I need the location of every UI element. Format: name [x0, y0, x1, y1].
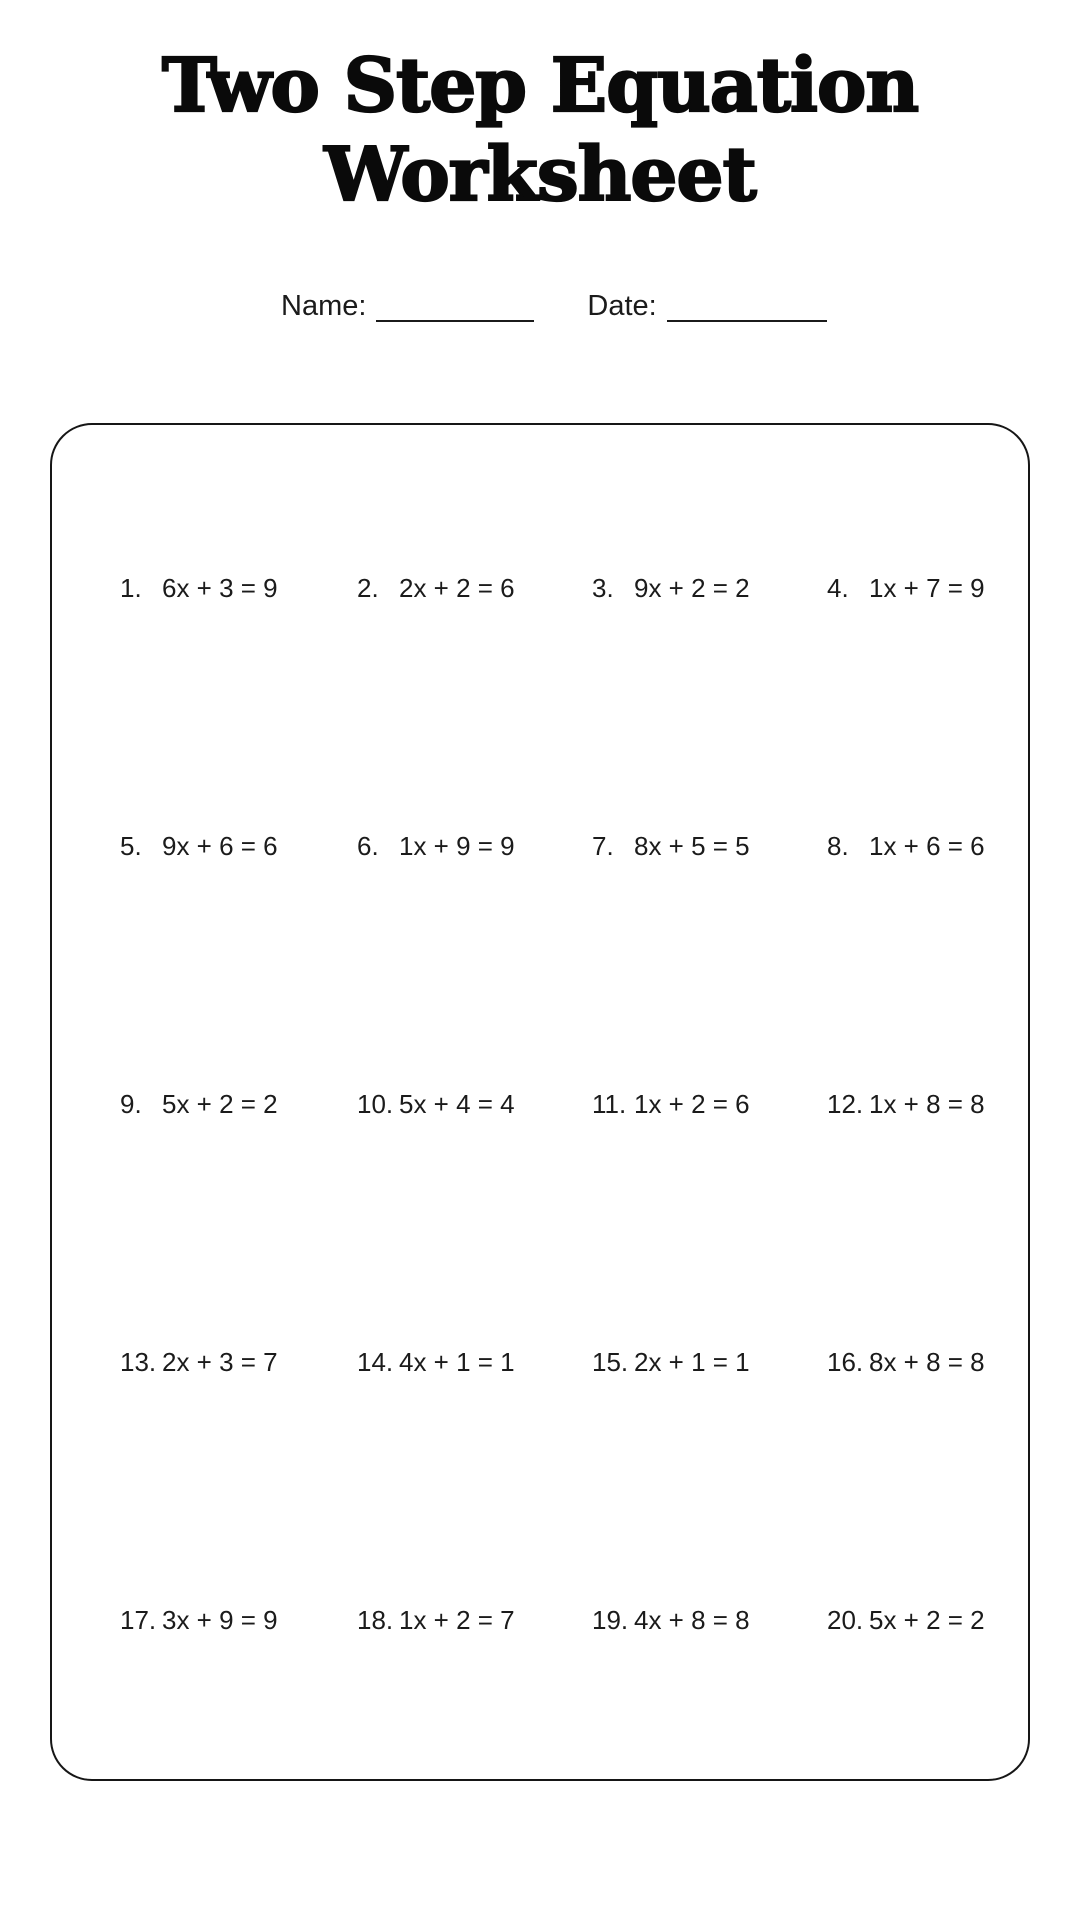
date-field-blank [667, 293, 827, 322]
problem-number: 8. [827, 830, 849, 861]
problem-equation: 5x + 2 = 2 [162, 1088, 278, 1119]
problem-item-10 [357, 975, 592, 1233]
problem-number: 17. [120, 1604, 157, 1635]
problem-item-3 [592, 459, 827, 717]
problem-number: 13. [120, 1346, 157, 1377]
problem-number: 18. [357, 1604, 394, 1635]
problem-equation: 1x + 2 = 7 [399, 1604, 515, 1635]
problem-equation: 8x + 8 = 8 [869, 1346, 985, 1377]
problem-item-6 [357, 717, 592, 975]
problem-number: 2. [357, 572, 379, 603]
name-field-blank [376, 293, 534, 322]
problem-number: 10. [357, 1088, 394, 1119]
problems-grid [52, 425, 1028, 1779]
problem-item-19 [592, 1491, 827, 1749]
problem-equation: 3x + 9 = 9 [162, 1604, 278, 1635]
problem-number: 1. [120, 572, 142, 603]
problem-equation: 4x + 8 = 8 [634, 1604, 750, 1635]
problem-equation: 2x + 2 = 6 [399, 572, 515, 603]
problem-item-8 [827, 717, 1028, 975]
problem-item-7 [592, 717, 827, 975]
problem-item-9 [120, 975, 357, 1233]
problem-item-13 [120, 1233, 357, 1491]
problem-number: 20. [827, 1604, 864, 1635]
problem-number: 19. [592, 1604, 629, 1635]
problem-item-14 [357, 1233, 592, 1491]
problems-box [50, 423, 1030, 1781]
problem-equation: 8x + 5 = 5 [634, 830, 750, 861]
problem-item-11 [592, 975, 827, 1233]
problem-number: 12. [827, 1088, 864, 1119]
problem-item-4 [827, 459, 1028, 717]
problem-number: 14. [357, 1346, 394, 1377]
problem-equation: 4x + 1 = 1 [399, 1346, 515, 1377]
problem-equation: 9x + 6 = 6 [162, 830, 278, 861]
problem-number: 5. [120, 830, 142, 861]
problem-equation: 5x + 4 = 4 [399, 1088, 515, 1119]
problem-equation: 2x + 3 = 7 [162, 1346, 278, 1377]
problem-item-15 [592, 1233, 827, 1491]
problem-item-5 [120, 717, 357, 975]
problem-equation: 5x + 2 = 2 [869, 1604, 985, 1635]
name-label: Name: [281, 290, 367, 322]
problem-item-20 [827, 1491, 1028, 1749]
page-title-line1: Two Step Equation [161, 43, 919, 129]
problem-item-16 [827, 1233, 1028, 1491]
problem-equation: 2x + 1 = 1 [634, 1346, 750, 1377]
problem-number: 11. [592, 1088, 627, 1119]
date-label: Date: [587, 290, 657, 322]
problem-number: 16. [827, 1346, 864, 1377]
problem-equation: 1x + 2 = 6 [634, 1088, 750, 1119]
problem-item-12 [827, 975, 1028, 1233]
problem-number: 7. [592, 830, 614, 861]
problem-number: 6. [357, 830, 379, 861]
problem-number: 4. [827, 572, 849, 603]
problem-item-17 [120, 1491, 357, 1749]
page-title [0, 42, 1080, 220]
problem-number: 9. [120, 1088, 142, 1119]
problem-item-18 [357, 1491, 592, 1749]
problem-equation: 6x + 3 = 9 [162, 572, 278, 603]
name-date-row [281, 286, 827, 324]
problem-equation: 1x + 9 = 9 [399, 830, 515, 861]
problem-equation: 9x + 2 = 2 [634, 572, 750, 603]
problem-equation: 1x + 8 = 8 [869, 1088, 985, 1119]
problem-number: 3. [592, 572, 614, 603]
problem-equation: 1x + 6 = 6 [869, 830, 985, 861]
problem-number: 15. [592, 1346, 629, 1377]
problem-item-1 [120, 459, 357, 717]
page-title-line2: Worksheet [324, 132, 756, 218]
problem-equation: 1x + 7 = 9 [869, 572, 985, 603]
problem-item-2 [357, 459, 592, 717]
